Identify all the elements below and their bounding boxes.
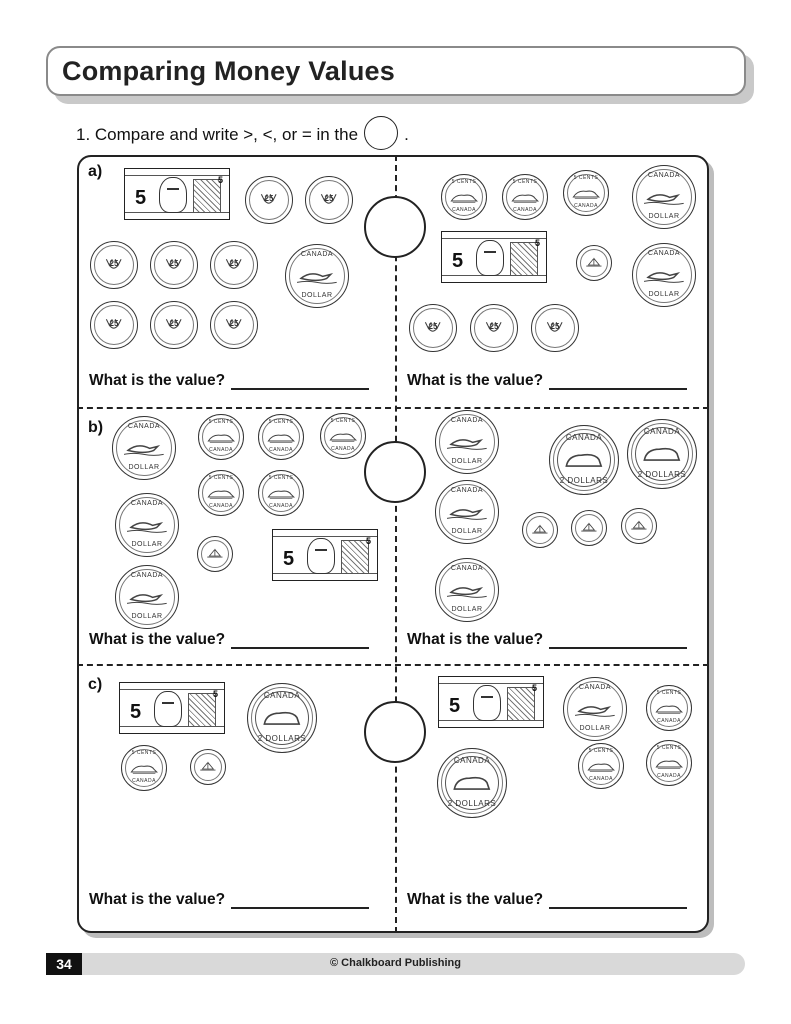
bill-pattern <box>193 179 221 213</box>
loonie-coin <box>115 565 179 629</box>
coin-top-text: 5 CENTS <box>512 179 538 186</box>
coin-value-text: 25 <box>229 258 239 268</box>
answer-blank-a-left[interactable] <box>231 376 369 390</box>
dime-coin <box>190 749 226 785</box>
loonie-coin <box>435 558 499 622</box>
five-dollar-bill <box>438 676 544 728</box>
loon-icon <box>447 430 487 455</box>
bill-border <box>442 238 546 239</box>
bill-denomination: 5 <box>283 548 295 570</box>
coin-top-text: 5 CENTS <box>656 745 682 752</box>
compare-circle-a[interactable] <box>364 196 426 258</box>
dime-coin <box>571 510 607 546</box>
coin-top-text: 5 CENTS <box>208 475 234 482</box>
loon-icon <box>575 697 615 722</box>
page-number: 34 <box>46 953 82 975</box>
beaver-icon <box>655 699 683 717</box>
beaver-icon <box>207 428 235 446</box>
beaver-icon <box>511 188 539 206</box>
bill-denomination: 5 <box>135 187 147 209</box>
coin-value-text: 25 <box>324 193 334 203</box>
loonie-coin <box>285 244 349 308</box>
coin-bottom-text: CANADA <box>209 503 233 510</box>
coin-value-text: 25 <box>169 258 179 268</box>
loonie-coin <box>112 416 176 480</box>
portrait-icon <box>307 538 335 574</box>
compare-circle-c[interactable] <box>364 701 426 763</box>
nickel-coin <box>198 470 244 516</box>
value-prompt-text: What is the value? <box>89 631 226 648</box>
bill-denomination: 5 <box>130 701 142 723</box>
loon-icon <box>297 264 337 289</box>
coin-top-text: 5 CENTS <box>268 475 294 482</box>
value-prompt-b-right <box>407 631 687 649</box>
coin-top-text: 5 CENTS <box>656 690 682 697</box>
coin-top-text: CANADA <box>263 690 301 700</box>
answer-blank-b-right[interactable] <box>549 635 687 649</box>
loonie-coin <box>435 410 499 474</box>
instruction-suffix: . <box>404 125 409 144</box>
five-dollar-bill <box>124 168 230 220</box>
quarter-coin <box>210 241 258 289</box>
bill-pattern <box>507 687 535 721</box>
portrait-icon <box>473 685 501 721</box>
loonie-coin <box>115 493 179 557</box>
polar-bear-icon <box>260 704 304 731</box>
title-banner <box>46 46 746 96</box>
instruction-text: 1. Compare and write >, <, or = in the <box>76 125 359 144</box>
instruction <box>76 120 409 150</box>
instruction-circle-icon <box>364 116 398 150</box>
bill-pattern <box>510 242 538 276</box>
coin-top-text: 5 CENTS <box>268 419 294 426</box>
coin-top-text: CANADA <box>450 565 484 573</box>
loonie-coin <box>563 677 627 741</box>
coin-top-text: 5 CENTS <box>451 179 477 186</box>
value-prompt-a-right <box>407 372 687 390</box>
dime-coin <box>522 512 558 548</box>
schooner-icon <box>583 256 605 270</box>
schooner-icon <box>197 760 219 774</box>
loon-icon <box>127 585 167 610</box>
dime-coin <box>576 245 612 281</box>
nickel-coin <box>563 170 609 216</box>
bill-denomination-corner: 5 <box>217 175 223 185</box>
value-prompt-text: What is the value? <box>407 631 544 648</box>
loon-icon <box>124 436 164 461</box>
loon-icon <box>127 513 167 538</box>
schooner-icon <box>578 521 600 535</box>
polar-bear-icon <box>640 440 684 467</box>
value-prompt-text: What is the value? <box>89 372 226 389</box>
coin-bottom-text: CANADA <box>657 773 681 780</box>
coin-bottom-text: DOLLAR <box>131 612 163 620</box>
schooner-icon <box>529 523 551 537</box>
coin-top-text: CANADA <box>450 417 484 425</box>
quarter-coin <box>90 301 138 349</box>
answer-blank-c-right[interactable] <box>549 895 687 909</box>
coin-bottom-text: CANADA <box>589 776 613 783</box>
coin-value-text: 25 <box>489 321 499 331</box>
quarter-coin <box>150 241 198 289</box>
compare-circle-b[interactable] <box>364 441 426 503</box>
bill-border <box>120 689 224 690</box>
coin-value-text: 25 <box>550 321 560 331</box>
bill-pattern <box>188 693 216 727</box>
coin-bottom-text: DOLLAR <box>451 605 483 613</box>
answer-blank-b-left[interactable] <box>231 635 369 649</box>
quarter-coin <box>210 301 258 349</box>
coin-value-text: 25 <box>264 193 274 203</box>
row-label-a: a) <box>88 163 103 180</box>
bill-denomination-corner: 5 <box>365 536 371 546</box>
coin-bottom-text: DOLLAR <box>128 463 160 471</box>
bill-denomination-corner: 5 <box>212 689 218 699</box>
coin-bottom-text: CANADA <box>269 447 293 454</box>
toonie-coin <box>627 419 697 489</box>
beaver-icon <box>655 754 683 772</box>
bill-denomination: 5 <box>449 695 461 717</box>
loonie-coin <box>632 165 696 229</box>
quarter-coin <box>90 241 138 289</box>
beaver-icon <box>587 757 615 775</box>
vertical-divider <box>395 155 397 933</box>
nickel-coin <box>578 743 624 789</box>
schooner-icon <box>204 547 226 561</box>
coin-top-text: CANADA <box>300 251 334 259</box>
dime-coin <box>621 508 657 544</box>
beaver-icon <box>267 428 295 446</box>
coin-bottom-text: DOLLAR <box>301 291 333 299</box>
bill-denomination-corner: 5 <box>534 238 540 248</box>
row-divider-2 <box>77 664 709 666</box>
value-prompt-text: What is the value? <box>407 372 544 389</box>
quarter-coin <box>470 304 518 352</box>
answer-blank-a-right[interactable] <box>549 376 687 390</box>
nickel-coin <box>258 414 304 460</box>
coin-bottom-text: DOLLAR <box>451 457 483 465</box>
coin-value-text: 25 <box>109 258 119 268</box>
coin-bottom-text: DOLLAR <box>451 527 483 535</box>
footer-copyright: © Chalkboard Publishing <box>330 957 461 969</box>
bill-denomination: 5 <box>452 250 464 272</box>
nickel-coin <box>121 745 167 791</box>
portrait-icon <box>154 691 182 727</box>
coin-bottom-text: CANADA <box>331 446 355 453</box>
coin-top-text: 5 CENTS <box>573 175 599 182</box>
portrait-icon <box>476 240 504 276</box>
value-prompt-text: What is the value? <box>407 891 544 908</box>
loon-icon <box>447 500 487 525</box>
coin-bottom-text: 2 DOLLARS <box>637 470 687 480</box>
nickel-coin <box>258 470 304 516</box>
toonie-coin <box>247 683 317 753</box>
beaver-icon <box>572 184 600 202</box>
coin-bottom-text: DOLLAR <box>648 290 680 298</box>
coin-top-text: 5 CENTS <box>330 418 356 425</box>
coin-top-text: CANADA <box>565 432 603 442</box>
beaver-icon <box>329 427 357 445</box>
coin-bottom-text: CANADA <box>574 203 598 210</box>
beaver-icon <box>267 484 295 502</box>
loonie-coin <box>435 480 499 544</box>
coin-bottom-text: CANADA <box>132 778 156 785</box>
dime-coin <box>197 536 233 572</box>
schooner-icon <box>628 519 650 533</box>
coin-bottom-text: DOLLAR <box>579 724 611 732</box>
five-dollar-bill <box>272 529 378 581</box>
coin-bottom-text: DOLLAR <box>648 212 680 220</box>
bill-border <box>273 536 377 537</box>
row-label-b: b) <box>88 419 104 436</box>
nickel-coin <box>198 414 244 460</box>
coin-top-text: CANADA <box>578 684 612 692</box>
quarter-coin <box>150 301 198 349</box>
coin-top-text: CANADA <box>453 755 491 765</box>
bill-pattern <box>341 540 369 574</box>
beaver-icon <box>130 759 158 777</box>
nickel-coin <box>320 413 366 459</box>
five-dollar-bill <box>119 682 225 734</box>
value-prompt-b-left <box>89 631 369 649</box>
coin-bottom-text: 2 DOLLARS <box>447 799 497 809</box>
nickel-coin <box>441 174 487 220</box>
coin-bottom-text: CANADA <box>513 207 537 214</box>
coin-bottom-text: CANADA <box>209 447 233 454</box>
coin-bottom-text: 2 DOLLARS <box>257 734 307 744</box>
coin-top-text: CANADA <box>127 423 161 431</box>
quarter-coin <box>305 176 353 224</box>
coin-value-text: 25 <box>109 318 119 328</box>
answer-blank-c-left[interactable] <box>231 895 369 909</box>
coin-bottom-text: CANADA <box>657 718 681 725</box>
loonie-coin <box>632 243 696 307</box>
portrait-icon <box>159 177 187 213</box>
quarter-coin <box>531 304 579 352</box>
coin-value-text: 25 <box>428 321 438 331</box>
bill-denomination-corner: 5 <box>531 683 537 693</box>
loon-icon <box>644 263 684 288</box>
coin-top-text: CANADA <box>130 500 164 508</box>
loon-icon <box>644 185 684 210</box>
toonie-coin <box>549 425 619 495</box>
quarter-coin <box>245 176 293 224</box>
polar-bear-icon <box>562 446 606 473</box>
beaver-icon <box>450 188 478 206</box>
nickel-coin <box>646 740 692 786</box>
page-title: Comparing Money Values <box>62 56 395 86</box>
quarter-coin <box>409 304 457 352</box>
coin-top-text: CANADA <box>647 172 681 180</box>
coin-top-text: 5 CENTS <box>208 419 234 426</box>
row-divider-1 <box>77 407 709 409</box>
coin-top-text: CANADA <box>130 572 164 580</box>
coin-bottom-text: CANADA <box>452 207 476 214</box>
nickel-coin <box>502 174 548 220</box>
value-prompt-c-right <box>407 891 687 909</box>
toonie-coin <box>437 748 507 818</box>
five-dollar-bill <box>441 231 547 283</box>
value-prompt-text: What is the value? <box>89 891 226 908</box>
beaver-icon <box>207 484 235 502</box>
coin-top-text: CANADA <box>450 487 484 495</box>
coin-value-text: 25 <box>169 318 179 328</box>
coin-top-text: CANADA <box>643 426 681 436</box>
value-prompt-c-left <box>89 891 369 909</box>
nickel-coin <box>646 685 692 731</box>
row-label-c: c) <box>88 676 103 693</box>
coin-top-text: 5 CENTS <box>588 748 614 755</box>
coin-bottom-text: 2 DOLLARS <box>559 476 609 486</box>
loon-icon <box>447 578 487 603</box>
bill-border <box>439 683 543 684</box>
coin-bottom-text: CANADA <box>269 503 293 510</box>
coin-value-text: 25 <box>229 318 239 328</box>
coin-top-text: 5 CENTS <box>131 750 157 757</box>
polar-bear-icon <box>450 769 494 796</box>
value-prompt-a-left <box>89 372 369 390</box>
bill-border <box>125 175 229 176</box>
coin-bottom-text: DOLLAR <box>131 540 163 548</box>
coin-top-text: CANADA <box>647 250 681 258</box>
